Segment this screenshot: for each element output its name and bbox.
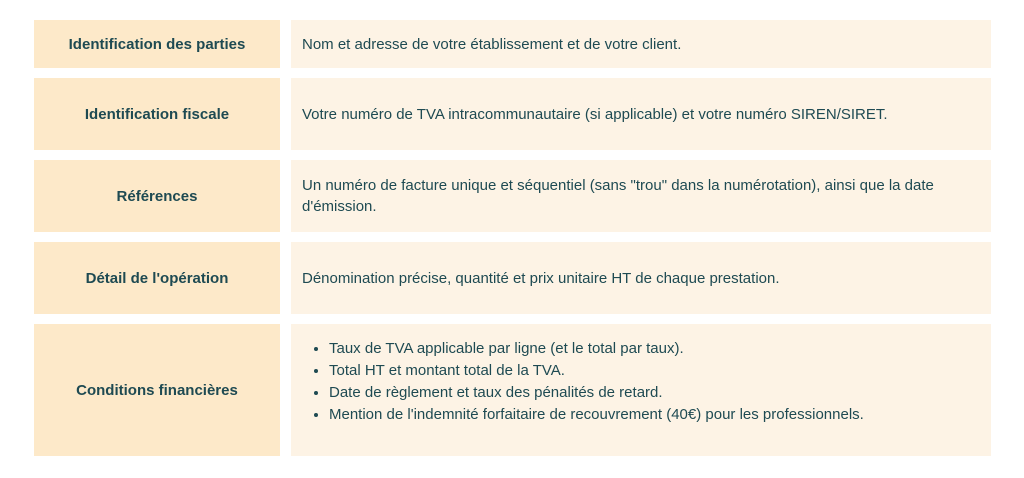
table-row	[34, 78, 991, 150]
bullet-list	[302, 338, 864, 426]
row-label: Détail de l'opération	[34, 242, 280, 314]
row-description: Nom et adresse de votre établissement et de votre client.	[291, 20, 991, 68]
table-row	[34, 242, 991, 314]
invoice-requirements-table	[34, 20, 991, 456]
list-item: • Total HT et montant total de la TVA.	[329, 360, 864, 382]
table-row	[34, 324, 991, 456]
row-label: Conditions financières	[34, 324, 280, 456]
row-label: Identification fiscale	[34, 78, 280, 150]
row-description	[291, 324, 991, 456]
table-row	[34, 20, 991, 68]
row-description: Un numéro de facture unique et séquentiel (sans "trou" dans la numérotation), ainsi que la date d'émission.	[291, 160, 991, 232]
list-item: • Date de règlement et taux des pénalités de retard.	[329, 382, 864, 404]
list-item: • Mention de l'indemnité forfaitaire de recouvrement (40€) pour les professionnels.	[329, 404, 864, 426]
row-description: Dénomination précise, quantité et prix unitaire HT de chaque prestation.	[291, 242, 991, 314]
row-label: Identification des parties	[34, 20, 280, 68]
table-row	[34, 160, 991, 232]
list-item: • Taux de TVA applicable par ligne (et le total par taux).	[329, 338, 864, 360]
row-label: Références	[34, 160, 280, 232]
row-description: Votre numéro de TVA intracommunautaire (si applicable) et votre numéro SIREN/SIRET.	[291, 78, 991, 150]
